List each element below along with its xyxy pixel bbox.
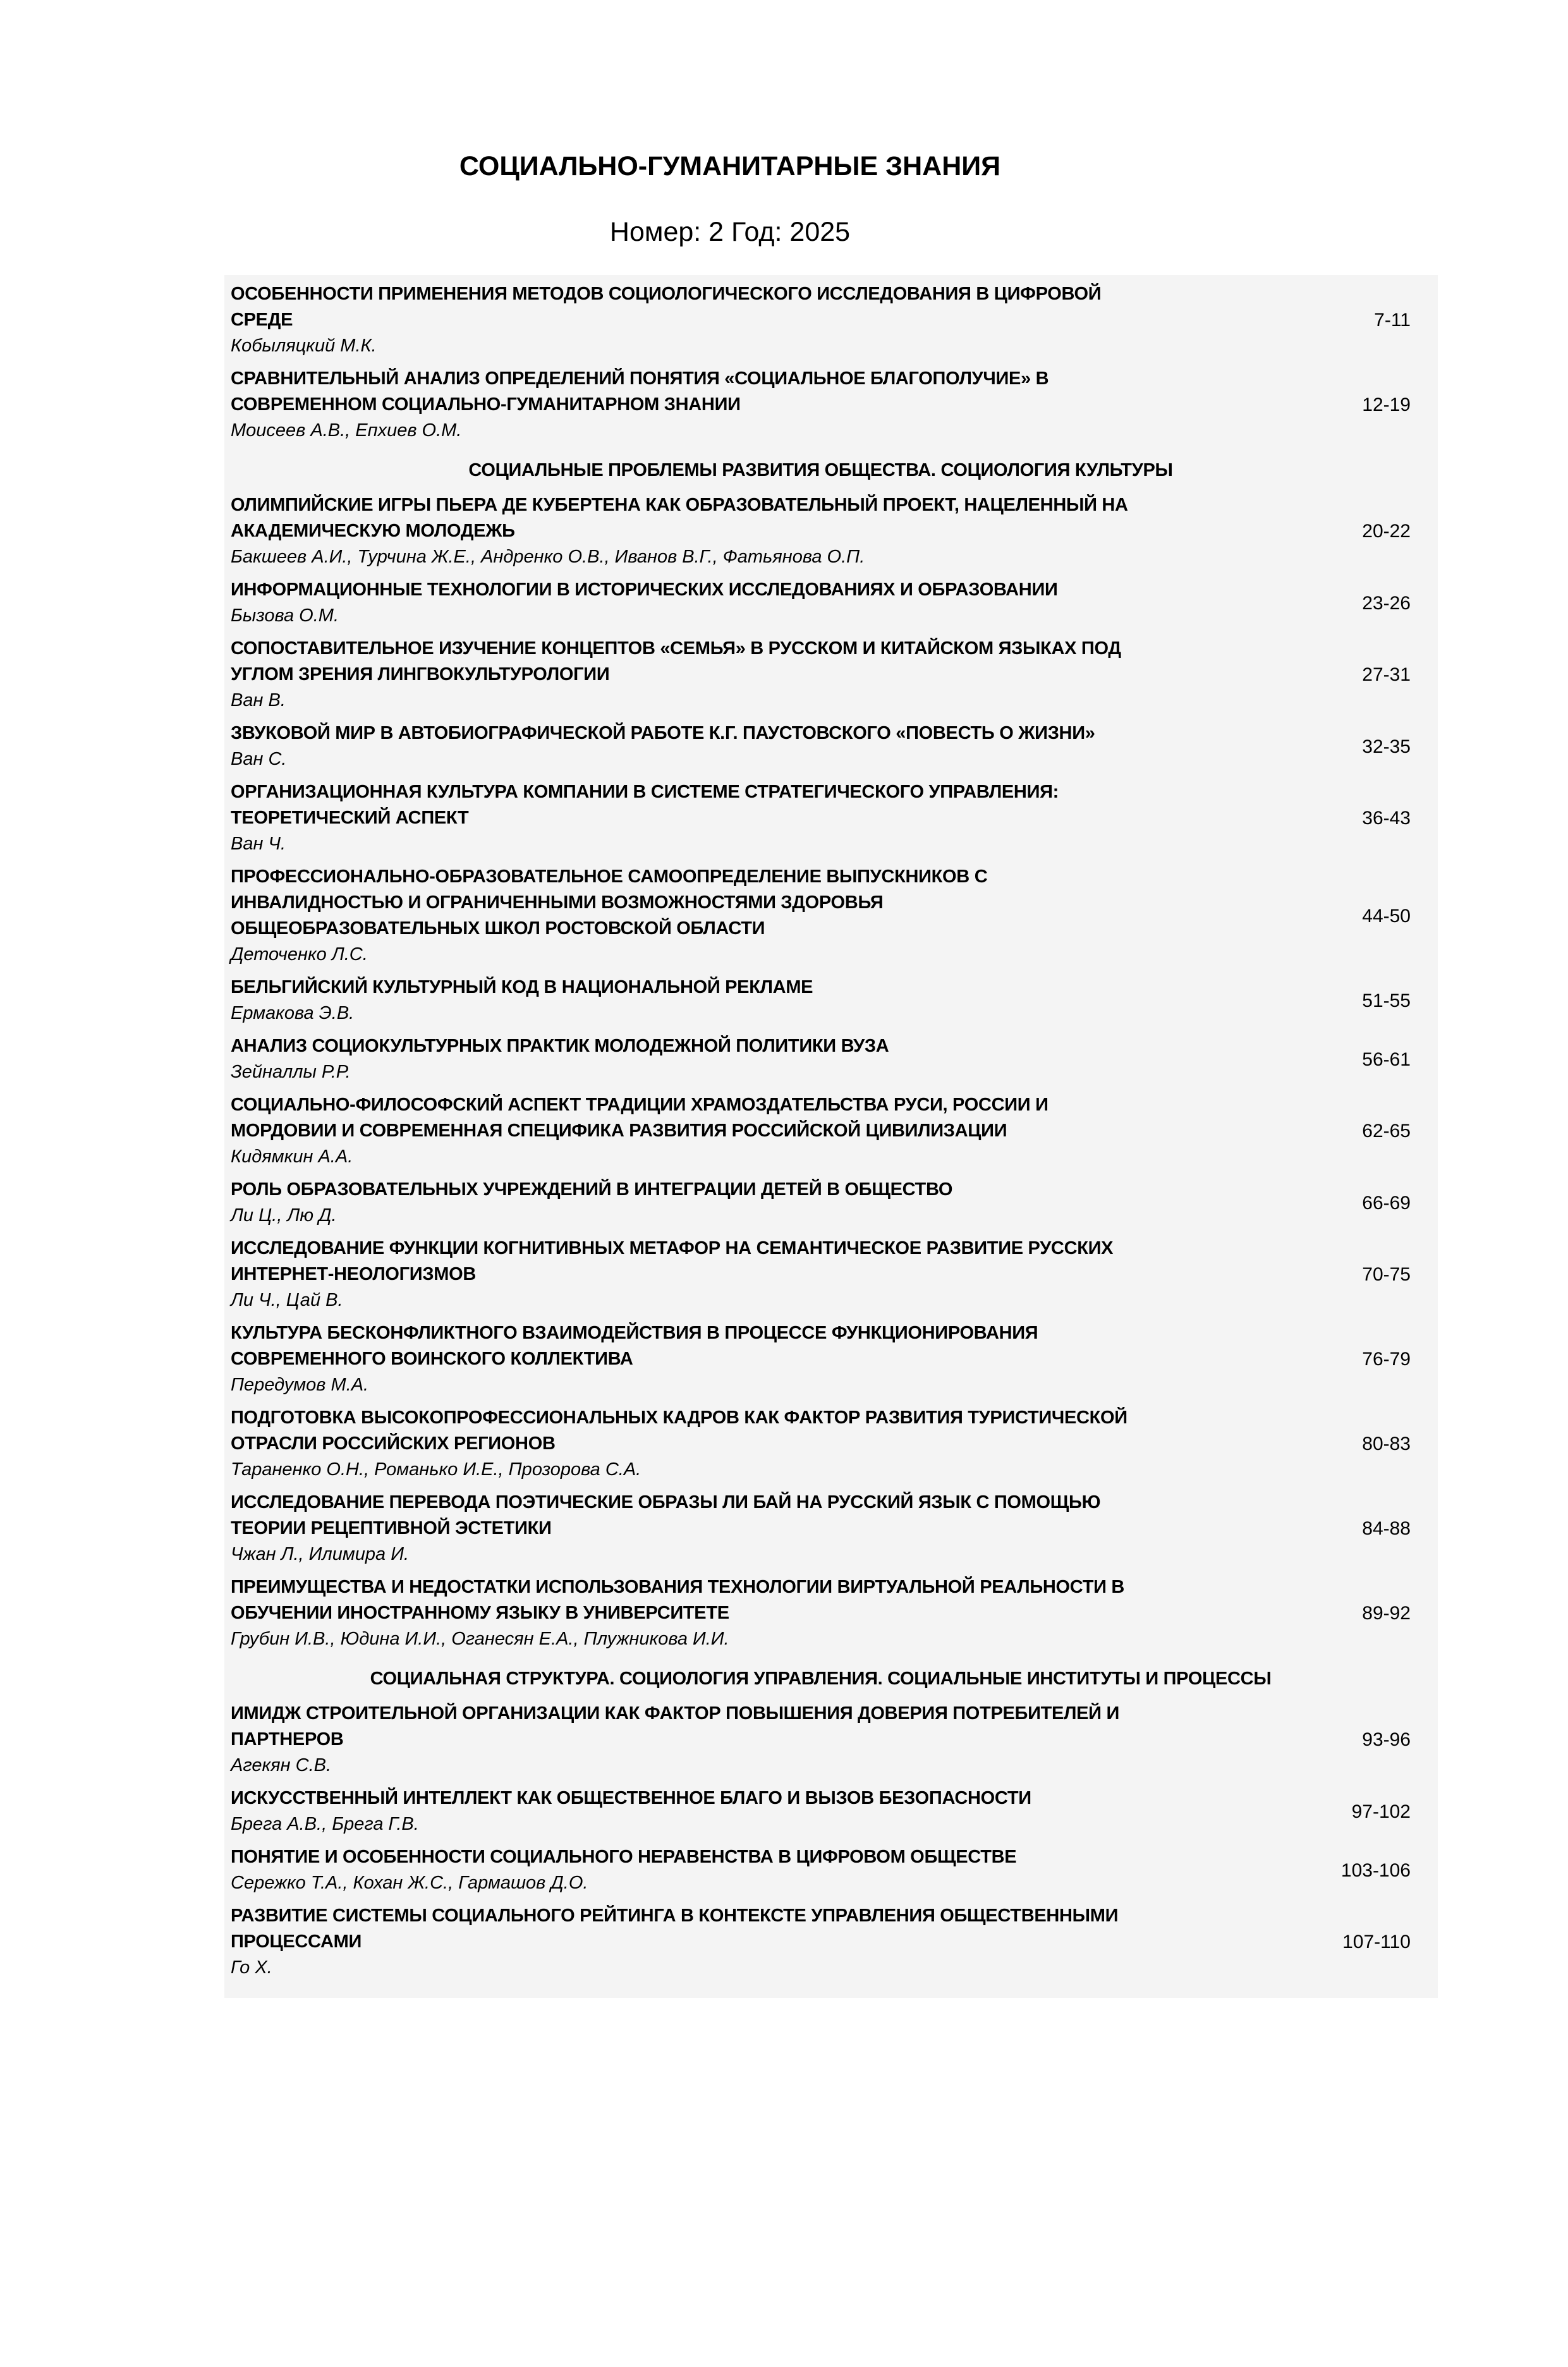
article-title-line: ПРОЦЕССАМИ [231, 1932, 362, 1952]
article-title-line: ОБУЧЕНИИ ИНОСТРАННОМУ ЯЗЫКУ В УНИВЕРСИТЕТЕ [231, 1603, 729, 1623]
article-title-line: ИНФОРМАЦИОННЫЕ ТЕХНОЛОГИИ В ИСТОРИЧЕСКИХ ИССЛЕДОВАНИЯХ И ОБРАЗОВАНИИ [231, 580, 1058, 600]
article-title-line: СРАВНИТЕЛЬНЫЙ АНАЛИЗ ОПРЕДЕЛЕНИЙ ПОНЯТИЯ «СОЦИАЛЬНОЕ БЛАГОПОЛУЧИЕ» В [231, 368, 1049, 389]
article-main [231, 492, 1262, 570]
article-authors: Кобыляцкий М.К. [231, 336, 377, 356]
article-pages: 23-26 [1362, 592, 1411, 614]
article-title-line: СОПОСТАВИТЕЛЬНОЕ ИЗУЧЕНИЕ КОНЦЕПТОВ «СЕМЬЯ» В РУССКОМ И КИТАЙСКОМ ЯЗЫКАХ ПОД [231, 638, 1121, 659]
article-row [231, 1092, 1411, 1170]
article-pages: 36-43 [1362, 808, 1411, 829]
article-title [231, 281, 1262, 333]
article-pages: 32-35 [1362, 736, 1411, 757]
article-title-line: ПОНЯТИЕ И ОСОБЕННОСТИ СОЦИАЛЬНОГО НЕРАВЕНСТВА В ЦИФРОВОМ ОБЩЕСТВЕ [231, 1847, 1017, 1867]
article-row [231, 1786, 1411, 1837]
article-title-line: РОЛЬ ОБРАЗОВАТЕЛЬНЫХ УЧРЕЖДЕНИЙ В ИНТЕГРАЦИИ ДЕТЕЙ В ОБЩЕСТВО [231, 1179, 953, 1200]
article-row [231, 281, 1411, 359]
article-title [231, 721, 1262, 746]
article-authors: Ван Ч. [231, 834, 286, 854]
article-title-line: СОЦИАЛЬНО-ФИЛОСОФСКИЙ АСПЕКТ ТРАДИЦИИ ХРАМОЗДАТЕЛЬСТВА РУСИ, РОССИИ И [231, 1095, 1048, 1115]
article-row [231, 721, 1411, 772]
article-authors: Кидямкин А.А. [231, 1147, 353, 1167]
article-title [231, 577, 1262, 603]
article-title [231, 1092, 1262, 1144]
article-row [231, 1320, 1411, 1398]
article-title [231, 366, 1262, 418]
article-row [231, 1177, 1411, 1229]
article-title-line: ОСОБЕННОСТИ ПРИМЕНЕНИЯ МЕТОДОВ СОЦИОЛОГИЧЕСКОГО ИССЛЕДОВАНИЯ В ЦИФРОВОЙ [231, 284, 1102, 304]
article-title-line: АНАЛИЗ СОЦИОКУЛЬТУРНЫХ ПРАКТИК МОЛОДЕЖНОЙ ПОЛИТИКИ ВУЗА [231, 1036, 889, 1056]
article-authors: Чжан Л., Илимира И. [231, 1544, 410, 1564]
article-main [231, 1701, 1262, 1779]
article-title-line: ИССЛЕДОВАНИЕ ПЕРЕВОДА ПОЭТИЧЕСКИЕ ОБРАЗЫ ЛИ БАЙ НА РУССКИЙ ЯЗЫК С ПОМОЩЬЮ [231, 1492, 1101, 1512]
article-pages: 66-69 [1362, 1192, 1411, 1214]
article-row [231, 1490, 1411, 1567]
journal-title: СОЦИАЛЬНО-ГУМАНИТАРНЫЕ ЗНАНИЯ [459, 151, 1001, 181]
article-authors: Деточенко Л.С. [231, 944, 368, 964]
article-authors: Тараненко О.Н., Романько И.Е., Прозорова С.А. [231, 1459, 641, 1480]
article-main [231, 975, 1262, 1026]
article-main [231, 281, 1262, 359]
article-main [231, 864, 1262, 968]
article-title-line: ИМИДЖ СТРОИТЕЛЬНОЙ ОРГАНИЗАЦИИ КАК ФАКТОР ПОВЫШЕНИЯ ДОВЕРИЯ ПОТРЕБИТЕЛЕЙ И [231, 1703, 1120, 1724]
article-title [231, 1405, 1262, 1457]
article-authors: Брега А.В., Брега Г.В. [231, 1814, 419, 1834]
article-pages: 84-88 [1362, 1518, 1411, 1539]
article-main [231, 636, 1262, 714]
article-title [231, 1786, 1262, 1811]
article-title-line: ИССЛЕДОВАНИЕ ФУНКЦИИ КОГНИТИВНЫХ МЕТАФОР НА СЕМАНТИЧЕСКОЕ РАЗВИТИЕ РУССКИХ [231, 1238, 1114, 1258]
article-row [231, 366, 1411, 444]
article-row [231, 636, 1411, 714]
article-row [231, 864, 1411, 968]
article-main [231, 1177, 1262, 1229]
article-pages: 44-50 [1362, 905, 1411, 927]
article-main [231, 1236, 1262, 1313]
article-title [231, 975, 1262, 1001]
article-pages: 76-79 [1362, 1349, 1411, 1370]
article-main [231, 1490, 1262, 1567]
article-title-line: ИНВАЛИДНОСТЬЮ И ОГРАНИЧЕННЫМИ ВОЗМОЖНОСТЯМИ ЗДОРОВЬЯ [231, 892, 884, 913]
article-main [231, 1092, 1262, 1170]
article-title-line: СОВРЕМЕННОМ СОЦИАЛЬНО-ГУМАНИТАРНОМ ЗНАНИИ [231, 394, 741, 415]
article-title-line: МОРДОВИИ И СОВРЕМЕННАЯ СПЕЦИФИКА РАЗВИТИЯ РОССИЙСКОЙ ЦИВИЛИЗАЦИИ [231, 1121, 1007, 1141]
article-title-line: КУЛЬТУРА БЕСКОНФЛИКТНОГО ВЗАИМОДЕЙСТВИЯ В ПРОЦЕССЕ ФУНКЦИОНИРОВАНИЯ [231, 1323, 1038, 1343]
article-main [231, 366, 1262, 444]
article-title [231, 1177, 1262, 1203]
article-row [231, 577, 1411, 629]
article-pages: 70-75 [1362, 1264, 1411, 1285]
article-title-line: ТЕОРИИ РЕЦЕПТИВНОЙ ЭСТЕТИКИ [231, 1518, 552, 1538]
article-pages: 20-22 [1362, 521, 1411, 542]
article-pages: 56-61 [1362, 1049, 1411, 1070]
article-authors: Ли Ч., Цай В. [231, 1290, 343, 1310]
article-title [231, 1574, 1262, 1626]
article-title [231, 1701, 1262, 1753]
article-title-line: СОВРЕМЕННОГО ВОИНСКОГО КОЛЛЕКТИВА [231, 1349, 633, 1369]
article-authors: Ли Ц., Лю Д. [231, 1205, 337, 1226]
article-authors: Грубин И.В., Юдина И.И., Оганесян Е.А., Плужникова И.И. [231, 1629, 729, 1649]
article-title-line: ЗВУКОВОЙ МИР В АВТОБИОГРАФИЧЕСКОЙ РАБОТЕ К.Г. ПАУСТОВСКОГО «ПОВЕСТЬ О ЖИЗНИ» [231, 723, 1095, 743]
article-row [231, 492, 1411, 570]
article-title-line: РАЗВИТИЕ СИСТЕМЫ СОЦИАЛЬНОГО РЕЙТИНГА В КОНТЕКСТЕ УПРАВЛЕНИЯ ОБЩЕСТВЕННЫМИ [231, 1906, 1119, 1926]
article-row [231, 1574, 1411, 1652]
article-title-line: ПРОФЕССИОНАЛЬНО-ОБРАЗОВАТЕЛЬНОЕ САМООПРЕДЕЛЕНИЕ ВЫПУСКНИКОВ С [231, 867, 988, 887]
article-authors: Бакшеев А.И., Турчина Ж.Е., Андренко О.В., Иванов В.Г., Фатьянова О.П. [231, 547, 865, 567]
article-title-line: ОРГАНИЗАЦИОННАЯ КУЛЬТУРА КОМПАНИИ В СИСТЕМЕ СТРАТЕГИЧЕСКОГО УПРАВЛЕНИЯ: [231, 782, 1059, 802]
article-pages: 89-92 [1362, 1603, 1411, 1624]
article-title [231, 1033, 1262, 1059]
article-pages: 80-83 [1362, 1433, 1411, 1454]
toc-panel [224, 275, 1438, 1998]
toc-list [231, 281, 1411, 1981]
article-authors: Ван В. [231, 690, 286, 710]
article-row [231, 1844, 1411, 1896]
article-row [231, 779, 1411, 857]
article-main [231, 1786, 1262, 1837]
section-heading: СОЦИАЛЬНАЯ СТРУКТУРА. СОЦИОЛОГИЯ УПРАВЛЕНИЯ. СОЦИАЛЬНЫЕ ИНСТИТУТЫ И ПРОЦЕССЫ [370, 1669, 1272, 1689]
article-main [231, 721, 1262, 772]
article-authors: Ван С. [231, 749, 287, 769]
article-authors: Моисеев А.В., Епхиев О.М. [231, 420, 462, 441]
article-title-line: ИСКУССТВЕННЫЙ ИНТЕЛЛЕКТ КАК ОБЩЕСТВЕННОЕ БЛАГО И ВЫЗОВ БЕЗОПАСНОСТИ [231, 1788, 1031, 1808]
article-main [231, 1320, 1262, 1398]
article-pages: 27-31 [1362, 664, 1411, 685]
article-pages: 12-19 [1362, 394, 1411, 415]
article-main [231, 1844, 1262, 1896]
article-title [231, 779, 1262, 831]
article-title-line: БЕЛЬГИЙСКИЙ КУЛЬТУРНЫЙ КОД В НАЦИОНАЛЬНОЙ РЕКЛАМЕ [231, 977, 813, 997]
article-pages: 97-102 [1351, 1801, 1411, 1822]
article-title [231, 1903, 1262, 1955]
article-title-line: СРЕДЕ [231, 310, 293, 330]
article-title-line: ПОДГОТОВКА ВЫСОКОПРОФЕССИОНАЛЬНЫХ КАДРОВ КАК ФАКТОР РАЗВИТИЯ ТУРИСТИЧЕСКОЙ [231, 1408, 1127, 1428]
article-main [231, 1405, 1262, 1483]
article-main [231, 1033, 1262, 1085]
article-row [231, 1701, 1411, 1779]
article-title [231, 1844, 1262, 1870]
article-authors: Агекян С.В. [231, 1755, 332, 1775]
article-title-line: ОБЩЕОБРАЗОВАТЕЛЬНЫХ ШКОЛ РОСТОВСКОЙ ОБЛАСТИ [231, 918, 765, 939]
article-title-line: АКАДЕМИЧЕСКУЮ МОЛОДЕЖЬ [231, 521, 515, 541]
article-title [231, 1236, 1262, 1287]
article-row [231, 1236, 1411, 1313]
article-authors: Го Х. [231, 1957, 272, 1978]
article-authors: Бызова О.М. [231, 605, 339, 626]
article-main [231, 1903, 1262, 1981]
article-main [231, 1574, 1262, 1652]
article-title-line: ПРЕИМУЩЕСТВА И НЕДОСТАТКИ ИСПОЛЬЗОВАНИЯ ТЕХНОЛОГИИ ВИРТУАЛЬНОЙ РЕАЛЬНОСТИ В [231, 1577, 1125, 1597]
article-pages: 93-96 [1362, 1729, 1411, 1750]
article-title-line: ТЕОРЕТИЧЕСКИЙ АСПЕКТ [231, 808, 469, 828]
article-title-line: ОТРАСЛИ РОССИЙСКИХ РЕГИОНОВ [231, 1433, 556, 1454]
article-row [231, 975, 1411, 1026]
article-authors: Зейналлы Р.Р. [231, 1062, 351, 1082]
section-heading: СОЦИАЛЬНЫЕ ПРОБЛЕМЫ РАЗВИТИЯ ОБЩЕСТВА. СОЦИОЛОГИЯ КУЛЬТУРЫ [468, 460, 1173, 480]
article-title-line: УГЛОМ ЗРЕНИЯ ЛИНГВОКУЛЬТУРОЛОГИИ [231, 664, 610, 685]
article-row [231, 1405, 1411, 1483]
article-title [231, 864, 1262, 942]
article-authors: Передумов М.А. [231, 1375, 369, 1395]
issue-year-line: Номер: 2 Год: 2025 [609, 217, 851, 247]
article-title-line: ПАРТНЕРОВ [231, 1729, 344, 1749]
article-title [231, 1490, 1262, 1542]
article-pages: 51-55 [1362, 990, 1411, 1011]
journal-toc-page [0, 150, 1568, 2367]
article-title [231, 1320, 1262, 1372]
article-main [231, 779, 1262, 857]
page-header [224, 150, 1236, 248]
article-pages: 107-110 [1342, 1932, 1411, 1952]
article-authors: Ермакова Э.В. [231, 1003, 355, 1023]
article-main [231, 577, 1262, 629]
article-authors: Сережко Т.А., Кохан Ж.С., Гармашов Д.О. [231, 1873, 588, 1893]
article-row [231, 1903, 1411, 1981]
article-title-line: ИНТЕРНЕТ-НЕОЛОГИЗМОВ [231, 1264, 476, 1284]
article-title [231, 492, 1262, 544]
article-row [231, 1033, 1411, 1085]
article-pages: 103-106 [1340, 1859, 1411, 1881]
article-pages: 62-65 [1362, 1121, 1411, 1141]
article-title [231, 636, 1262, 688]
article-pages: 7-11 [1374, 310, 1411, 331]
article-title-line: ОЛИМПИЙСКИЕ ИГРЫ ПЬЕРА ДЕ КУБЕРТЕНА КАК ОБРАЗОВАТЕЛЬНЫЙ ПРОЕКТ, НАЦЕЛЕННЫЙ НА [231, 495, 1128, 515]
